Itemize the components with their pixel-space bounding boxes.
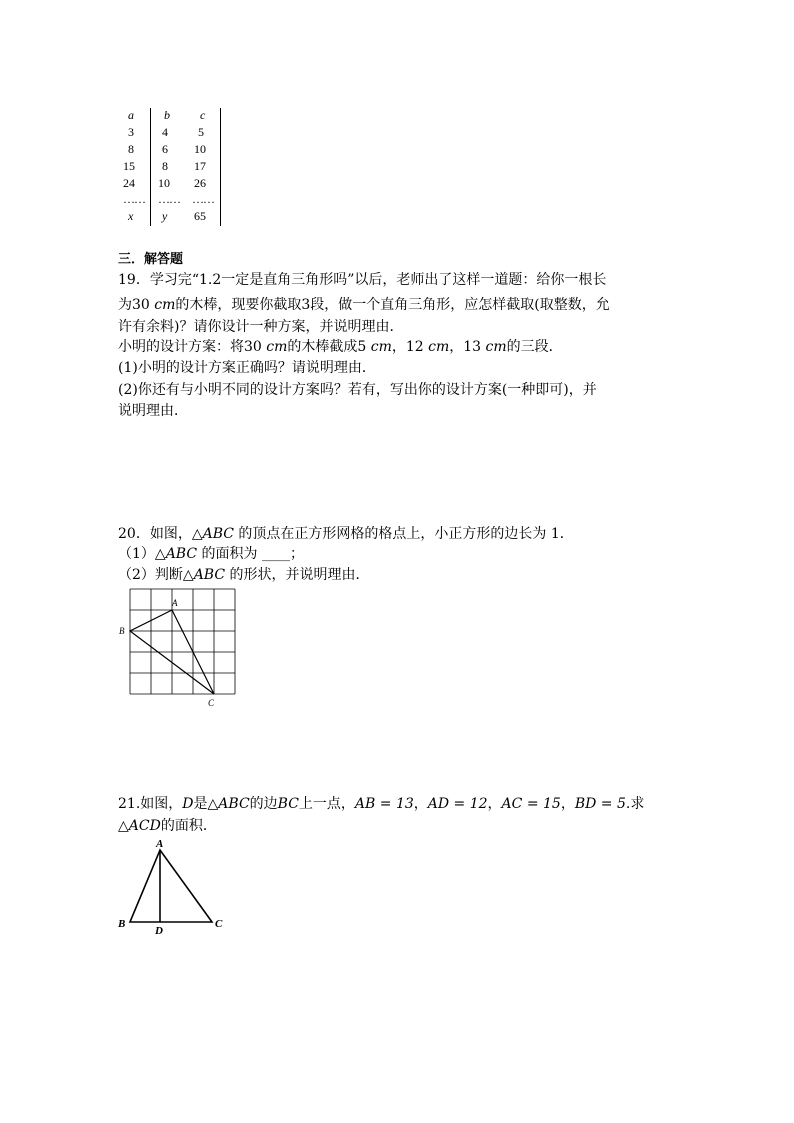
q20-text: 的形状，并说明理由．: [225, 567, 370, 583]
q19-line: [118, 336, 563, 358]
given-ab: AB = 13: [354, 796, 414, 812]
table-cell: 10: [158, 176, 170, 190]
q20-line: [118, 523, 574, 545]
table-cell: 15: [123, 159, 135, 173]
table-cell: y: [162, 209, 168, 223]
q20-text: 的顶点在正方形网格的格点上，小正方形的边长为 1．: [233, 526, 574, 542]
q20-line: [118, 564, 370, 586]
q21-text: ，: [413, 796, 428, 812]
triangle-name: ABC: [193, 567, 226, 583]
table-cell: 5: [198, 125, 204, 139]
q19-text: 为30: [118, 297, 155, 313]
vertex-label-a: A: [172, 598, 178, 608]
q21-line: [118, 793, 644, 815]
table-cell-ellipsis: ……: [192, 192, 214, 206]
q19-line: [118, 357, 376, 379]
vertex-label-b: B: [119, 626, 125, 636]
q19-line: [118, 269, 606, 291]
q19-line: [118, 400, 188, 422]
q19-text: 小明的设计方案：将30: [118, 339, 267, 355]
table-cell: 6: [162, 142, 168, 156]
q19-text: 的木棒，现要你截取3段，做一个直角三角形，应怎样截取(取整数，允: [175, 297, 610, 313]
q19-text: 的木棒截成5: [287, 339, 371, 355]
q19-text: 说明理由．: [118, 403, 188, 419]
table-divider: [150, 108, 151, 226]
q21-text: .求: [625, 796, 645, 812]
triangle-name: ABC: [202, 526, 234, 542]
grid-triangle-figure: [112, 586, 244, 710]
triangle-name: ABC: [165, 546, 198, 562]
vertex-label-c: C: [215, 918, 223, 930]
vertex-label-d: D: [155, 925, 163, 937]
square-grid: [130, 589, 235, 694]
table-cell: 26: [194, 176, 206, 190]
q19-subquestion-1: (1)小明的设计方案正确吗？请说明理由．: [118, 360, 376, 376]
vertex-label-b: B: [118, 918, 126, 930]
unit-cm: cm: [485, 339, 507, 355]
q20-text: 的面积为: [197, 546, 262, 562]
table-header-c: c: [200, 108, 206, 122]
table-cell: 8: [162, 159, 168, 173]
q19-line: [118, 316, 403, 338]
unit-cm: cm: [370, 339, 392, 355]
q19-subquestion-2: (2)你还有与小明不同的设计方案吗？若有，写出你的设计方案(一种即可)，并: [118, 382, 597, 398]
unit-cm: cm: [154, 297, 176, 313]
answer-blank[interactable]: ____: [261, 546, 290, 562]
triangle-name: ACD: [128, 818, 161, 834]
triangle-name: ABC: [218, 796, 250, 812]
q19-text: 19．学习完“1.2一定是直角三角形吗”以后，老师出了这样一道题：给你一根长: [118, 272, 607, 288]
q21-text: △: [118, 818, 129, 834]
q19-text: 许有余料)？请你设计一种方案，并说明理由．: [118, 319, 404, 335]
table-divider: [220, 108, 221, 226]
table-header-b: b: [164, 108, 170, 122]
table-cell: 8: [128, 142, 134, 156]
table-cell: 17: [194, 159, 206, 173]
q20-text: 20．如图，△: [118, 526, 203, 542]
q20-line: [118, 543, 304, 565]
q21-text: ，: [487, 796, 502, 812]
given-bd: BD = 5: [574, 796, 626, 812]
table-cell: x: [128, 209, 134, 223]
q20-text: （1）△: [118, 546, 166, 562]
q21-text: 的面积．: [160, 818, 217, 834]
given-ad: AD = 12: [427, 796, 488, 812]
vertex-label-c: C: [208, 698, 215, 708]
q21-text: 上一点，: [298, 796, 355, 812]
q19-text: 的三段．: [506, 339, 563, 355]
q20-text: ；: [289, 546, 304, 562]
given-ac: AC = 15: [501, 796, 561, 812]
table-cell: 4: [162, 125, 168, 139]
segment-bc: BC: [277, 796, 299, 812]
q19-line: [118, 294, 610, 316]
table-cell-ellipsis: ……: [158, 192, 180, 206]
section-title: 三．解答题: [118, 252, 184, 267]
table-cell: 10: [194, 142, 206, 156]
unit-cm: cm: [266, 339, 288, 355]
triangle-acd-figure: [112, 834, 236, 938]
q21-text: ，: [560, 796, 575, 812]
triangle-abc: [130, 850, 212, 922]
table-cell: 3: [128, 125, 134, 139]
table-header-a: a: [128, 108, 134, 122]
q19-text: ，13: [449, 339, 486, 355]
table-cell: 65: [194, 209, 206, 223]
q19-text: ，12: [391, 339, 429, 355]
table-cell: 24: [123, 176, 135, 190]
q19-line: [118, 379, 597, 401]
q20-text: （2）判断△: [118, 567, 194, 583]
point-d: D: [182, 796, 194, 812]
table-cell-ellipsis: ……: [123, 192, 145, 206]
vertex-label-a: A: [156, 838, 164, 850]
q21-text: 21.如图，: [118, 796, 183, 812]
q21-text: 是△: [193, 796, 219, 812]
triples-table: [118, 108, 228, 228]
unit-cm: cm: [428, 339, 450, 355]
q21-text: 的边: [249, 796, 278, 812]
